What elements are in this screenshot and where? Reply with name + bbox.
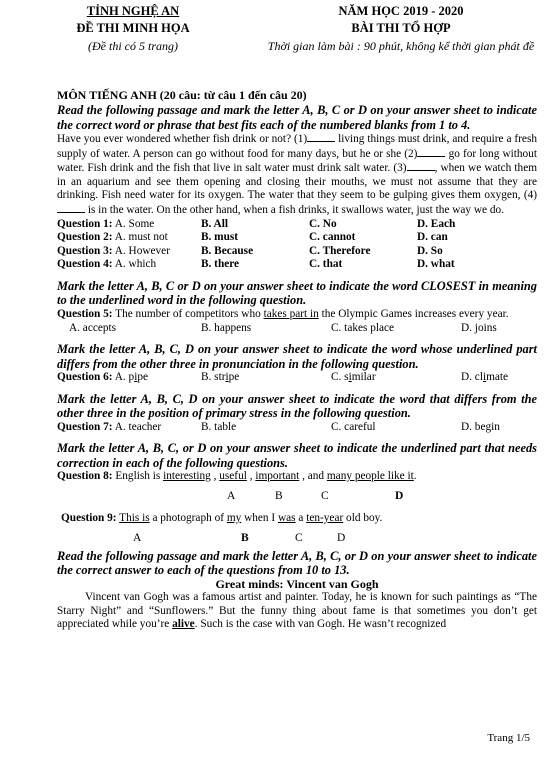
underlined-part-d: ten-year	[306, 511, 344, 524]
passage-title: Great minds: Vincent van Gogh	[215, 576, 379, 591]
page-count-note: (Đề thi có 5 trang)	[88, 39, 178, 53]
blank	[407, 161, 435, 171]
option-c: C. careful	[331, 420, 376, 433]
option-c	[331, 371, 461, 385]
option-text: A. p	[114, 371, 135, 384]
underlined-word: alive	[172, 618, 195, 631]
question-text: ,	[246, 470, 256, 483]
blank	[57, 203, 85, 213]
option-b: B. must	[201, 231, 239, 244]
exam-type: ĐỀ THI MINH HỌA	[76, 21, 190, 35]
question-6	[57, 371, 537, 385]
passage-2	[57, 591, 537, 632]
question-text: old boy.	[343, 511, 383, 524]
option-b: B. All	[201, 217, 228, 230]
letter-b: B	[275, 489, 283, 502]
option-text: pe	[228, 371, 240, 384]
underlined-part-b: my	[226, 511, 242, 524]
letter-d: D	[395, 489, 404, 502]
option-d: D. can	[417, 231, 448, 244]
passage-text: . Such is the case with van Gogh. He wasn’t recognized	[194, 618, 447, 631]
section4-instruction: Mark the letter A, B, C, D on your answer sheet to indicate the word that differs from the other three in the position of primary stress in the following question.	[57, 391, 537, 421]
option-c: C. Therefore	[309, 244, 371, 257]
passage-text: , when we watch them in an aquarium and see them opening and closing their mouths, we must not assume that they are drinking. Fish need water for its oxygen. The water that they seem to be gulping gives them oxygen, (4)	[57, 162, 537, 202]
option-a	[57, 231, 201, 245]
option-b: B. happens	[201, 321, 252, 334]
option-text: D. cl	[461, 371, 483, 384]
question-text: when I	[241, 511, 278, 524]
letter-c: C	[295, 531, 303, 544]
option-text: mate	[486, 371, 509, 384]
option-a-text: A. must not	[114, 231, 168, 244]
question-row	[57, 231, 537, 245]
question-label: Question 9:	[61, 511, 117, 524]
underlined-part-a: interesting	[163, 470, 211, 483]
option-a	[57, 421, 201, 435]
exam-body	[57, 88, 537, 632]
questions-1-4	[57, 218, 537, 272]
question-row	[57, 218, 537, 232]
question-text: .	[413, 470, 417, 483]
question-label: Question 1:	[57, 217, 113, 230]
option-a	[57, 371, 201, 385]
question-text: a	[295, 511, 307, 524]
question-text: English is	[112, 470, 164, 483]
option-b: B. Because	[201, 244, 254, 257]
option-b	[201, 371, 331, 385]
question-8	[57, 470, 537, 484]
question-5	[57, 308, 537, 322]
option-a-text: A. Some	[114, 217, 155, 230]
passage-text: Vincent van Gogh was a famous artist and painter. Today, he is known for such paintings as “The Starry Night” and “Sunflowers.” But the funny thing about fame is that sometimes you don’t get appreciated while you’re	[57, 591, 537, 631]
option-c: C. No	[309, 217, 337, 230]
option-d: D. begin	[461, 420, 500, 433]
answer-options	[57, 322, 537, 336]
option-d	[461, 371, 537, 385]
subject-title: MÔN TIẾNG ANH (20 câu: từ câu 1 đến câu 20)	[57, 88, 307, 102]
school-year: NĂM HỌC 2019 - 2020	[338, 4, 464, 18]
passage-text: Have you ever wondered whether fish drink or not? (1)	[57, 133, 308, 145]
passage-text: go for long without water. Fish drink and the fish that live in salt water must drink salt water. (3)	[57, 147, 537, 175]
underlined-part-c: was	[277, 511, 296, 524]
question-row	[57, 258, 537, 272]
option-b: B. table	[201, 420, 237, 433]
option-d: D. Each	[417, 217, 456, 230]
blank	[417, 147, 445, 157]
underlined-letter: i	[134, 371, 138, 384]
option-text: C. s	[331, 371, 349, 384]
option-c: C. cannot	[309, 231, 356, 244]
section3-instruction: Mark the letter A, B, C, D on your answer sheet to indicate the word whose underlined part differs from the other three in pronunciation in the following question.	[57, 342, 537, 371]
section6-instruction: Read the following passage and mark the letter A, B, C, or D on your answer sheet to indicate the correct answer to each of the questions from 10 to 13.	[57, 548, 537, 577]
underlined-letter: i	[225, 371, 229, 384]
question-text: the Olympic Games increases every year.	[318, 307, 509, 320]
page-number: Trang 1/5	[487, 732, 530, 744]
question-label: Question 7:	[57, 420, 113, 433]
section5-instruction: Mark the letter A, B, C, or D on your answer sheet to indicate the underlined part that needs correction in each of the following questions.	[57, 441, 537, 470]
option-a-text: A. which	[114, 258, 157, 271]
question-label: Question 4:	[57, 258, 113, 271]
underlined-part-a: This is	[119, 511, 150, 524]
time-limit: Thời gian làm bài : 90 phút, không kể thời gian phát đề	[267, 39, 535, 53]
option-a-text: A. However	[114, 244, 170, 257]
letter-b: B	[241, 531, 249, 544]
underlined-part-c: important	[255, 470, 300, 483]
option-text: milar	[351, 371, 376, 384]
underlined-letter: i	[482, 371, 487, 384]
letter-a: A	[227, 489, 236, 502]
option-c: C. takes place	[331, 321, 395, 334]
option-a: A. accepts	[69, 321, 117, 334]
blank	[307, 132, 335, 142]
question-text: , and	[299, 470, 327, 483]
option-d: D. So	[417, 244, 443, 257]
underlined-part-b: useful	[219, 470, 247, 483]
question-label: Question 8:	[57, 470, 113, 483]
option-a	[57, 258, 201, 272]
question-label: Question 2:	[57, 231, 113, 244]
question-text: ,	[210, 470, 220, 483]
option-text: pe	[137, 371, 149, 384]
question-label: Question 6:	[57, 371, 113, 384]
letter-a: A	[133, 531, 142, 544]
question-row	[57, 245, 537, 259]
part-letters	[57, 490, 537, 504]
underlined-phrase: takes part in	[263, 307, 319, 320]
letter-d: D	[337, 531, 346, 544]
part-letters	[57, 532, 537, 546]
question-label: Question 3:	[57, 244, 113, 257]
exam-name: BÀI THI TỔ HỢP	[351, 21, 451, 35]
question-text: The number of competitors who	[112, 307, 264, 320]
passage-1	[57, 132, 537, 218]
section1-instruction: Read the following passage and mark the letter A, B, C or D on your answer sheet to indicate the correct word or phrase that best fits each of the numbered blanks from 1 to 4.	[57, 103, 537, 132]
province-name: TỈNH NGHỆ AN	[86, 4, 180, 18]
header-left	[48, 4, 218, 55]
letter-c: C	[321, 489, 329, 502]
option-text: B. str	[201, 371, 226, 384]
section2-instruction: Mark the letter A, B, C or D on your answer sheet to indicate the word CLOSEST in meaning to the underlined word in the following question.	[57, 278, 537, 308]
option-c: C. that	[309, 258, 343, 271]
option-text: A. teacher	[114, 420, 162, 433]
passage-text: is in the water. On the other hand, when a fish drinks, it swallows water, just the way we do.	[85, 203, 505, 216]
header-right	[256, 4, 546, 55]
underlined-part-d: many people like it	[326, 470, 414, 483]
question-7	[57, 421, 537, 435]
question-9	[57, 512, 537, 526]
option-a	[57, 245, 201, 259]
option-b: B. there	[201, 258, 240, 271]
option-a	[57, 218, 201, 232]
option-d: D. what	[417, 258, 455, 271]
passage-text: living things must drink, and require a fresh supply of water. A person can go without food for many days, but he or she (2)	[57, 133, 537, 160]
question-label: Question 5:	[57, 307, 113, 320]
option-d: D. joins	[461, 321, 497, 334]
question-text: a photograph of	[149, 511, 227, 524]
underlined-letter: i	[348, 371, 352, 384]
